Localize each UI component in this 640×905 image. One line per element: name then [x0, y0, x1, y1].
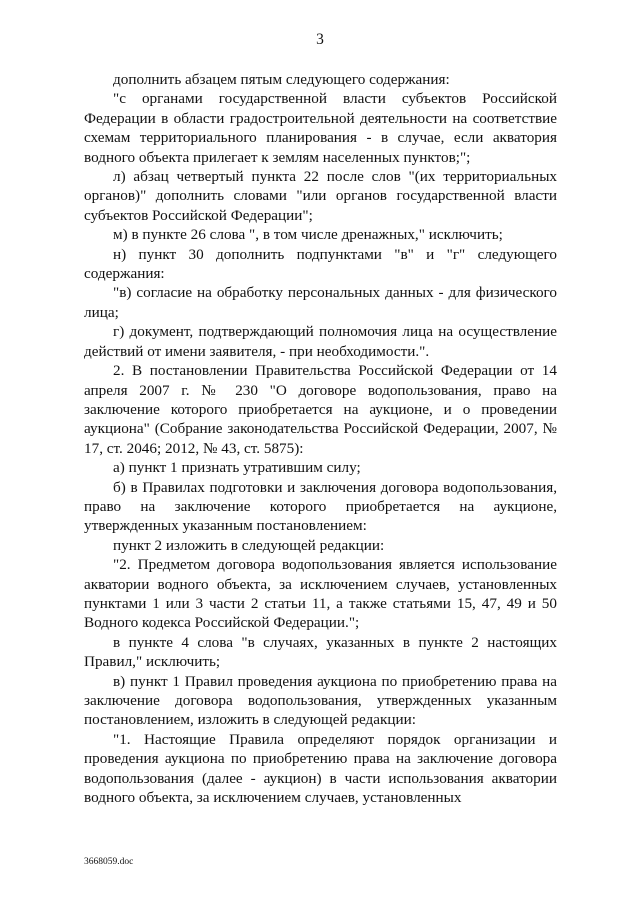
paragraph-7: г) документ, подтверждающий полномочия лица на осуществление действий от имени заявителя, - при необходимости.". [84, 323, 557, 360]
paragraph-3: л) абзац четвертый пункта 22 после слов "(их территориальных органов)" дополнить словами "или органов государственной власти субъектов Российской Федерации"; [84, 168, 557, 224]
paragraph-10: б) в Правилах подготовки и заключения договора водопользования, право на заключение которого приобретается на аукционе, утвержденных указанным постановлением: [84, 478, 557, 535]
paragraph-9: а) пункт 1 признать утратившим силу; [113, 459, 361, 477]
paragraph-11: пункт 2 изложить в следующей редакции: [113, 536, 385, 554]
paragraph-13: в пункте 4 слова "в случаях, указанных в пункте 2 настоящих Правил," исключить; [84, 633, 557, 671]
paragraph-14: в) пункт 1 Правил проведения аукциона по приобретению права на заключение договора водопользования, утвержденных указанным постановлением, изложить в следующей редакции: [84, 672, 557, 729]
paragraph-1: дополнить абзацем пятым следующего содержания: [113, 71, 450, 88]
document-body [84, 70, 557, 807]
paragraph-12: "2. Предметом договора водопользования является использование акватории водного объекта, за исключением случаев, установленных пунктами 1 или 3 части 2 статьи 11, а также статьями 15, 47, 49 и 50 Водного кодекса Российской Федерации."; [84, 556, 557, 632]
paragraph-6: "в) согласие на обработку персональных данных - для физического лица; [84, 284, 557, 321]
paragraph-2: "с органами государственной власти субъектов Российской Федерации в области градостроительной деятельности на соответствие схемам территориального планирования - в случае, если акватория водного объекта прилегает к землям населенных пунктов;"; [84, 90, 557, 166]
paragraph-15: "1. Настоящие Правила определяют порядок организации и проведения аукциона по приобретению права на заключение договора водопользования (далее - аукцион) в части использования акватории водного объекта, за исключением случаев, установленных [84, 730, 557, 807]
paragraph-8: 2. В постановлении Правительства Российской Федерации от 14 апреля 2007 г. № 230 "О договоре водопользования, право на заключение которого приобретается на аукционе, и о проведении аукциона" (Собрание законодательства Российской Федерации, 2007, № 17, ст. 2046; 2012, № 43, ст. 5875): [84, 362, 557, 457]
paragraph-4: м) в пункте 26 слова ", в том числе дренажных," исключить; [113, 226, 503, 244]
page-number: 3 [316, 31, 324, 48]
paragraph-5: н) пункт 30 дополнить подпунктами "в" и "г" следующего содержания: [84, 245, 557, 283]
document-file-code: 3668059.doc [84, 857, 134, 867]
